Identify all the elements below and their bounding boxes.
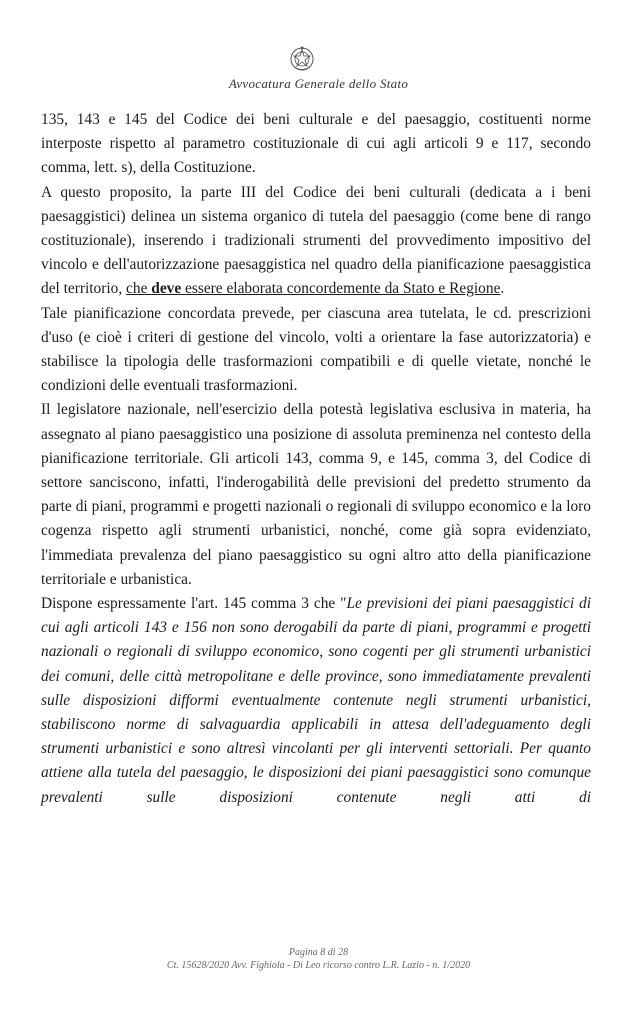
header-title: Avvocatura Generale dello Stato <box>228 76 409 91</box>
underlined-text-b: essere elaborata concordemente da Stato e Regione <box>181 280 501 298</box>
paragraph-2-end: . <box>500 280 505 298</box>
paragraph-1: 135, 143 e 145 del Codice dei beni culturale e del paesaggio, costituenti norme interposte rispetto al parametro costituzionale di cui agli articoli 9 e 117, secondo comma, lett. s), della Costituzione. <box>41 111 591 177</box>
page-footer <box>0 946 637 972</box>
paragraph-5 <box>41 592 591 810</box>
bold-word: deve <box>151 280 182 298</box>
paragraph-3: Tale pianificazione concordata prevede, per ciascuna area tutelata, le cd. prescrizioni d'uso (e cioè i criteri di gestione del vincolo, volti a orientare la fase autorizzatoria) e stabilisce la tipologia delle trasformazioni compatibili e di quelle vietate, nonché le condizioni delle eventuali trasformazioni. <box>41 304 591 395</box>
document-body <box>41 108 591 810</box>
page-number: Pagina 8 di 28 <box>288 947 349 958</box>
italian-republic-emblem-icon <box>288 44 316 72</box>
paragraph-5-lead: Dispone espressamente l'art. 145 comma 3 che " <box>41 595 347 613</box>
quoted-law-text: Le previsioni dei piani paesaggistici di cui agli articoli 143 e 156 non sono derogabili da parte di piani, programmi e progetti nazionali o regionali di sviluppo economico, sono cogenti per gli strumenti urbanistici dei comuni, delle città metropolitane e delle province, sono immediatamente prevalenti sulle disposizioni difformi eventualmente contenute negli strumenti urbanistici, stabiliscono norme di salvaguardia applicabili in attesa dell'adeguamento degli strumenti urbanistici e sono altresì vincolanti per gli interventi settoriali. Per quanto attiene alla tutela del paesaggio, le disposizioni dei piani paesaggistici sono comunque prevalenti sulle disposizioni contenute negli atti di <box>41 595 592 806</box>
underlined-text-a: che <box>126 280 152 298</box>
paragraph-4: Il legislatore nazionale, nell'esercizio della potestà legislativa esclusiva in materia, ha assegnato al piano paesaggistico una posizione di assoluta preminenza nel contesto della pianificazione territoriale. Gli articoli 143, comma 9, e 145, comma 3, del Codice di settore sanciscono, infatti, l'inderogabilità delle previsioni del predetto strumento da parte di piani, programmi e progetti nazionali o regionali di sviluppo economico e la loro cogenza rispetto agli strumenti urbanistici, nonché, come già sopra evidenziato, l'immediata prevalenza del piano paesaggistico su ogni altro atto della pianificazione territoriale e urbanistica. <box>41 401 591 588</box>
paragraph-2-text: A questo proposito, la parte III del Codice dei beni culturali (dedicata a i beni paesaggistici) delinea un sistema organico di tutela del paesaggio (come bene di rango costituzionale), inserendo i tradizionali strumenti del provvedimento impositivo del vincolo e dell'autorizzazione paesaggistica nel quadro della pianificazione paesaggistica del territorio, <box>41 183 591 298</box>
underlined-phrase <box>126 280 500 297</box>
case-reference: Ct. 15628/2020 Avv. Fighiola - Di Leo ricorso contro L.R. Lazio - n. 1/2020 <box>166 960 471 971</box>
paragraph-2 <box>41 181 591 302</box>
